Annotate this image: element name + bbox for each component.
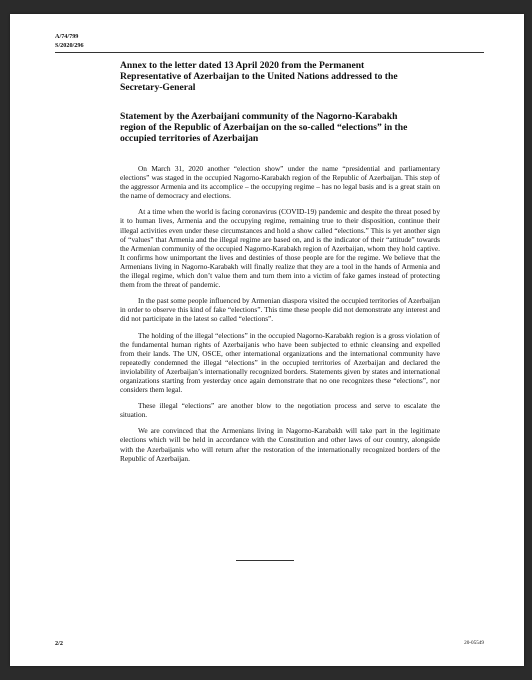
paragraph: On March 31, 2020 another “election show” under the name “presidential and parliamentary elections” was staged in the occupied Nagorno-Karabakh region of the Republic of Azerbaijan. This step of the aggressor Armenia and its accomplice – the occupying regime – has no legal basis and is a great stain on the name of democracy and elections. (120, 164, 440, 201)
paragraph: We are convinced that the Armenians living in Nagorno-Karabakh will take part in the legitimate elections which will be held in accordance with the Constitution and other laws of our country, alongside with the Azerbaijanis who will return after the restoration of the internationally recognized borders of the Republic of Azerbaijan. (120, 426, 440, 463)
document-job-number: 20-05549 (464, 640, 484, 646)
statement-subtitle: Statement by the Azerbaijani community of the Nagorno-Karabakh region of the Republic of Azerbaijan on the so-called “elections” in the occupied territories of Azerbaijan (120, 111, 408, 145)
annex-title: Annex to the letter dated 13 April 2020 from the Permanent Representative of Azerbaijan to the United Nations addressed to the Secretary-General (120, 60, 398, 94)
document-symbol-ga: A/74/799 (55, 33, 79, 40)
paragraph: The holding of the illegal “elections” in the occupied Nagorno-Karabakh region is a gross violation of the fundamental human rights of Azerbaijanis who have been subjected to ethnic cleansing and expelled from their lands. The UN, OSCE, other international organizations and the international community have repeatedly condemned the illegal “elections” in the occupied territories of Azerbaijan and declared the inviolability of Azerbaijan’s internationally recognized borders. Statements given by states and international organizations starting from yesterday once again demonstrate that no one recognizes these “elections”, nor considers them legal. (120, 330, 440, 395)
paragraph: In the past some people influenced by Armenian diaspora visited the occupied territories of Azerbaijan in order to observe this kind of fake “elections”. This time these people did not demonstrate any interest and did not participate in the latest so called “elections”. (120, 296, 440, 324)
paragraph: These illegal “elections” are another blow to the negotiation process and serve to escalate the situation. (120, 401, 440, 420)
page-number: 2/2 (55, 640, 63, 647)
end-of-document-rule (236, 560, 294, 561)
header-divider (55, 52, 484, 53)
document-page (10, 14, 524, 666)
paragraph: At a time when the world is facing coronavirus (COVID-19) pandemic and despite the threat posed by it to human lives, Armenia and the occupying regime, remaining true to their disposition, continue their illegal activities even under these circumstances and hold a show called “elections.” This is yet another sign of “values” that Armenia and the illegal regime are based on, and is the indicator of their “attitude” towards the Armenian community of the occupied Nagorno-Karabakh region of Azerbaijan, whom they hold captive. It confirms how unimportant the lives and destinies of those people are for the regime. We believe that the Armenians living in Nagorno-Karabakh will finally realize that they are a tool in the hands of Armenia and the illegal regime, which don’t value them and turn them into a victim of fake games instead of protecting them from the threat of pandemic. (120, 207, 440, 290)
document-body (120, 164, 440, 470)
document-symbol-sc: S/2020/296 (55, 42, 84, 49)
